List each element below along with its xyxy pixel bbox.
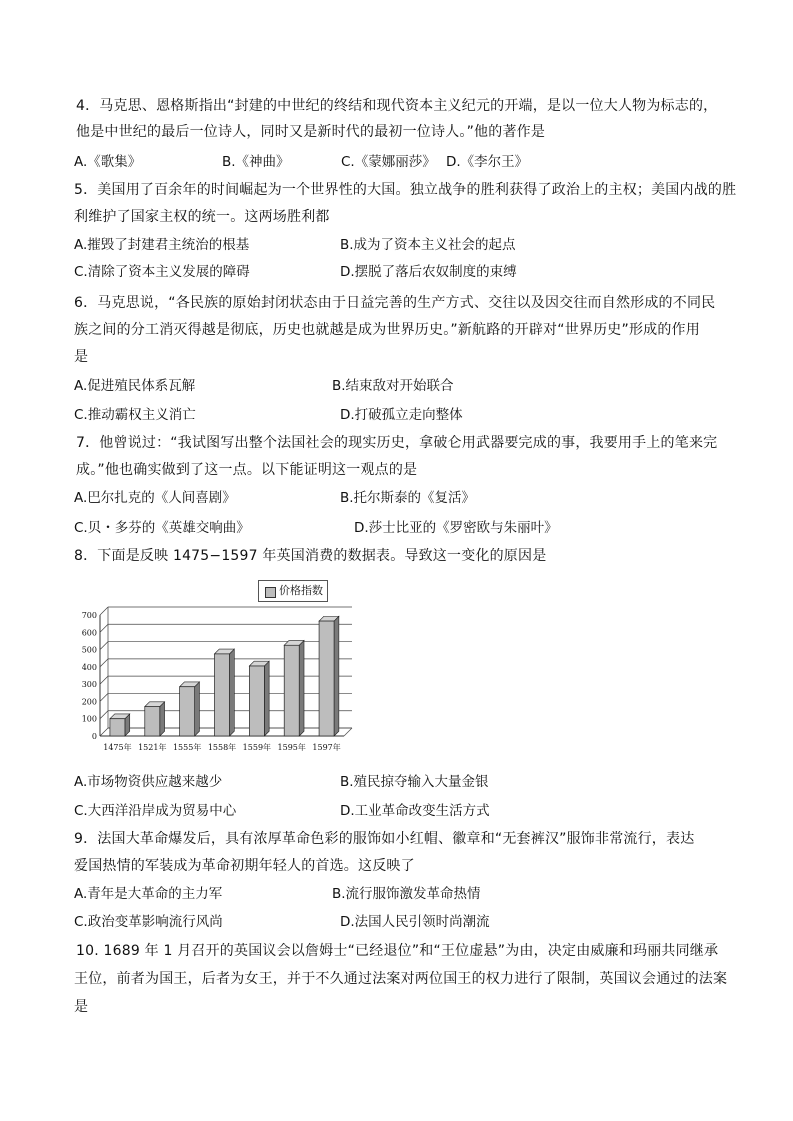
bar [284,645,299,736]
q5-option-c: C.清除了资本主义发展的障碍 [74,264,250,280]
y-tick-label: 700 [81,611,97,620]
q10-stem-line2: 王位，前者为国王，后者为女王，并于不久通过法案对两位国王的权力进行了限制，英国议会通过的法案 [74,971,728,987]
q7-stem-line1: 7．他曾说过：“我试图写出整个法国社会的现实历史，拿破仑用武器要完成的事，我要用手上的笔来完 [76,435,718,451]
q9-option-c: C.政治变革影响流行风尚 [74,914,223,930]
x-tick-label: 1555年 [172,743,202,752]
q5-option-a: A.摧毁了封建君主统治的根基 [74,237,250,253]
q8-option-c: C.大西洋沿岸成为贸易中心 [74,803,237,819]
q6-option-b: B.结束敌对开始联合 [332,378,454,394]
gridline-diag [100,659,108,667]
q9-option-b: B.流行服饰激发革命热情 [332,886,481,902]
bar [215,654,230,736]
legend-label: 价格指数 [279,584,323,597]
floor-right-edge [344,728,352,736]
gridline-diag [100,607,108,615]
q9-stem-line2: 爱国热情的军装成为革命初期年轻人的首选。这反映了 [74,858,415,874]
x-tick-label: 1521年 [138,743,167,752]
q10-stem-line3: 是 [74,999,89,1015]
x-tick-label: 1597年 [312,743,341,752]
bar [249,666,264,736]
q6-option-d: D.打破孤立走向整体 [340,407,463,423]
y-tick-label: 600 [81,628,97,638]
gridline-diag [100,711,108,719]
q4-stem-line2: 他是中世纪的最后一位诗人，同时又是新时代的最初一位诗人。”他的著作是 [76,124,546,140]
gridline-diag [100,676,108,684]
gridline-diag [100,693,108,701]
q6-option-a: A.促进殖民体系瓦解 [74,378,196,394]
q7-option-d: D.莎士比亚的《罗密欧与朱丽叶》 [354,520,558,536]
q7-stem-line2: 成。”他也确实做到了这一点。以下能证明这一观点的是 [76,462,418,478]
q5-option-d: D.摆脱了落后农奴制度的束缚 [340,264,517,280]
q4-option-b: B.《神曲》 [222,154,290,170]
x-tick-label: 1559年 [242,743,272,752]
gridline-diag [100,728,108,736]
q6-stem-line1: 6．马克思说，“各民族的原始封闭状态由于日益完善的生产方式、交往以及因交往而自然形成的不同民 [74,295,716,311]
q9-stem-line1: 9．法国大革命爆发后，具有浓厚革命色彩的服饰如小红帽、徽章和“无套裤汉”服饰非常流行，表达 [74,831,695,847]
q7-option-c: C.贝・多芬的《英雄交响曲》 [74,520,250,536]
q5-stem-line1: 5．美国用了百余年的时间崛起为一个世界性的大国。独立战争的胜利获得了政治上的主权；美国内战的胜 [74,182,737,198]
q6-stem-line3: 是 [74,349,89,365]
q8-option-d: D.工业革命改变生活方式 [340,803,490,819]
q6-stem-line2: 族之间的分工消灭得越是彻底，历史也就越是成为世界历史。”新航路的开辟对“世界历史”形成的作用 [74,322,700,338]
y-tick-label: 0 [91,732,97,741]
bar-side [264,661,269,736]
price-index-chart [72,578,362,756]
q8-option-b: B.殖民掠夺输入大量金银 [340,774,489,790]
y-tick-label: 100 [81,714,97,724]
q8-option-a: A.市场物资供应越来越少 [74,774,223,790]
bar-side [230,649,235,736]
q7-option-a: A.巴尔扎克的《人间喜剧》 [74,490,236,506]
x-tick-label: 1595年 [277,743,306,752]
bar [110,719,125,736]
q8-stem-line1: 8．下面是反映 1475−1597 年英国消费的数据表。导致这一变化的原因是 [74,548,547,564]
bar [180,687,195,736]
bar-side [334,616,339,736]
q5-option-b: B.成为了资本主义社会的起点 [340,237,516,253]
y-tick-label: 400 [81,662,97,672]
q9-option-a: A.青年是大革命的主力军 [74,886,223,902]
bar-side [299,640,304,736]
bar-side [195,682,200,736]
q4-option-d: D.《李尔王》 [446,154,529,170]
q10-stem-line1: 10. 1689 年 1 月召开的英国议会以詹姆士“已经退位”和“王位虚悬”为由，决定由威廉和玛丽共同继承 [76,943,719,959]
gridline-diag [100,624,108,632]
gridline-diag [100,642,108,650]
x-tick-label: 1558年 [207,743,237,752]
q4-option-a: A.《歌集》 [74,154,142,170]
q9-option-d: D.法国人民引领时尚潮流 [340,914,490,930]
y-tick-label: 200 [81,697,97,707]
q6-option-c: C.推动霸权主义消亡 [74,407,196,423]
q4-stem-line1: 4．马克思、恩格斯指出“封建的中世纪的终结和现代资本主义纪元的开端，是以一位大人物为标志的， [76,98,718,114]
x-tick-label: 1475年 [103,743,132,752]
bar [319,621,334,736]
bar [145,707,160,736]
q7-option-b: B.托尔斯泰的《复活》 [340,490,476,506]
y-tick-label: 300 [81,680,97,690]
q4-option-c: C.《蒙娜丽莎》 [341,154,436,170]
bar-side [160,702,165,736]
q5-stem-line2: 利维护了国家主权的统一。这两场胜利都 [74,209,330,225]
y-tick-label: 500 [81,645,97,655]
